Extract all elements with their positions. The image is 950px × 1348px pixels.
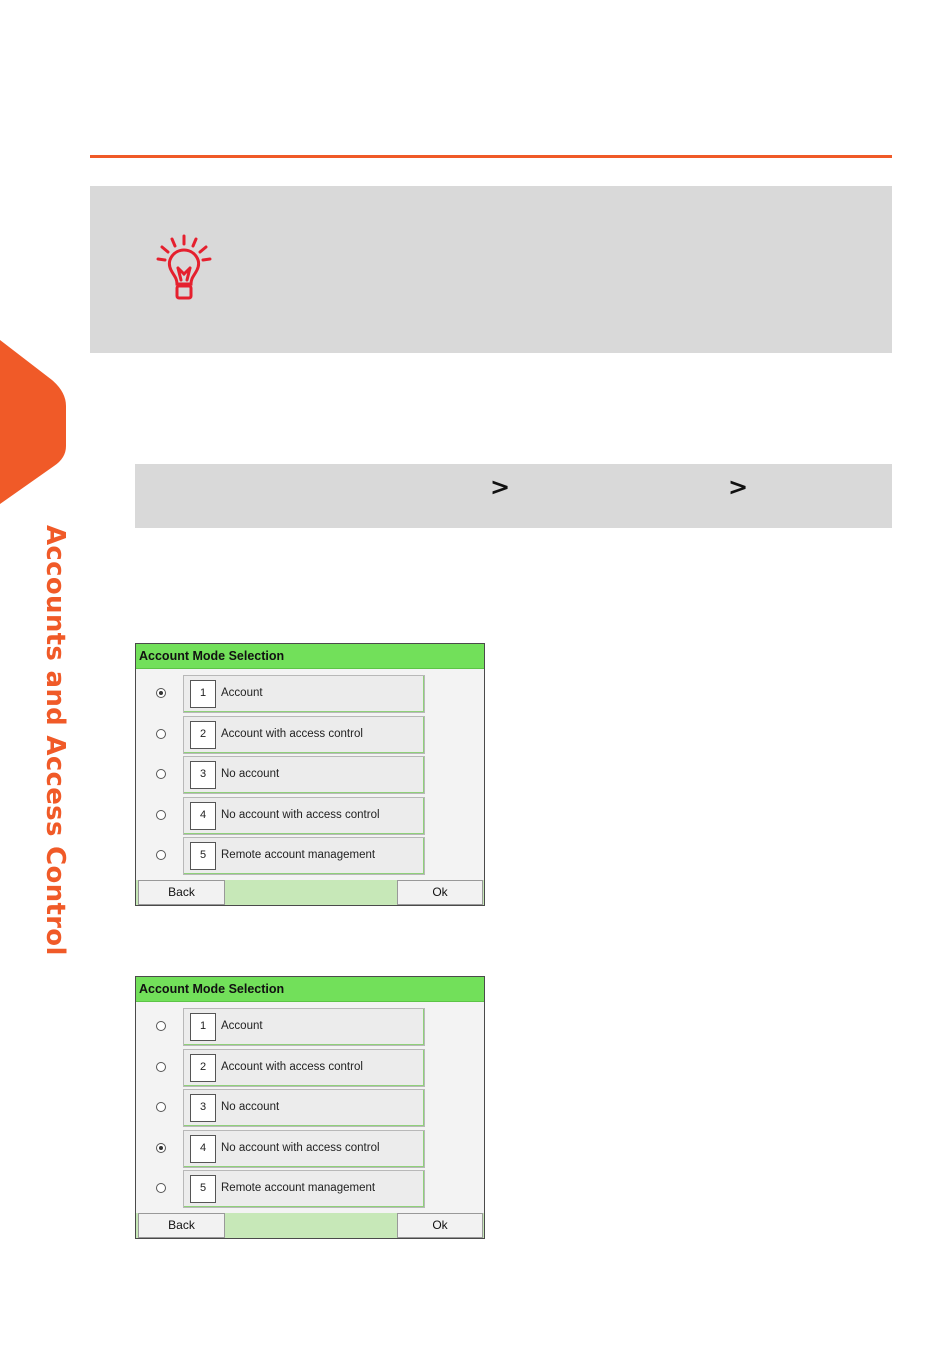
path-separator: > xyxy=(490,473,511,501)
option-button[interactable] xyxy=(183,756,425,794)
option-number: 4 xyxy=(190,1135,216,1163)
option-button[interactable] xyxy=(183,1089,425,1127)
option-number: 1 xyxy=(190,680,216,708)
section-title: Accounts and Access Control xyxy=(40,525,70,956)
screen-title: Account Mode Selection xyxy=(136,977,484,1002)
option-row[interactable] xyxy=(136,1049,484,1087)
option-label: No account xyxy=(221,1101,280,1113)
option-button[interactable] xyxy=(183,1130,425,1168)
option-label: Account with access control xyxy=(221,1060,363,1073)
back-button[interactable]: Back xyxy=(138,1213,225,1238)
option-number: 5 xyxy=(190,1175,216,1203)
option-label: No account with access control xyxy=(221,1141,380,1154)
option-number: 3 xyxy=(190,1094,216,1122)
option-button[interactable] xyxy=(183,1170,425,1208)
option-row[interactable] xyxy=(136,797,484,835)
menu-path-bar xyxy=(135,464,892,528)
lightbulb-icon xyxy=(150,232,218,304)
option-button[interactable] xyxy=(183,837,425,875)
option-label: No account xyxy=(221,768,280,780)
option-row[interactable] xyxy=(136,1089,484,1127)
option-button[interactable] xyxy=(183,797,425,835)
option-row[interactable] xyxy=(136,716,484,754)
option-label: Remote account management xyxy=(221,1182,376,1194)
screen-footer xyxy=(136,1213,484,1238)
option-label: Remote account management xyxy=(221,849,376,861)
account-mode-screen xyxy=(135,643,485,906)
option-number: 2 xyxy=(190,721,216,749)
header-rule xyxy=(90,155,892,158)
option-row[interactable] xyxy=(136,837,484,875)
option-label: No account with access control xyxy=(221,808,380,821)
radio-button[interactable] xyxy=(156,1143,166,1153)
option-number: 3 xyxy=(190,761,216,789)
radio-button[interactable] xyxy=(156,1021,166,1031)
radio-button[interactable] xyxy=(156,769,166,779)
radio-button[interactable] xyxy=(156,1183,166,1193)
option-label: Account with access control xyxy=(221,727,363,740)
option-number: 2 xyxy=(190,1054,216,1082)
radio-button[interactable] xyxy=(156,1102,166,1112)
account-mode-screen xyxy=(135,976,485,1239)
option-number: 1 xyxy=(190,1013,216,1041)
option-number: 4 xyxy=(190,802,216,830)
option-row[interactable] xyxy=(136,675,484,713)
chapter-tab xyxy=(0,340,66,504)
option-label: Account xyxy=(221,687,263,699)
radio-button[interactable] xyxy=(156,688,166,698)
ok-button[interactable]: Ok xyxy=(397,1213,483,1238)
option-row[interactable] xyxy=(136,1170,484,1208)
option-row[interactable] xyxy=(136,756,484,794)
path-separator: > xyxy=(728,473,749,501)
option-number: 5 xyxy=(190,842,216,870)
option-button[interactable] xyxy=(183,675,425,713)
back-button[interactable]: Back xyxy=(138,880,225,905)
option-button[interactable] xyxy=(183,716,425,754)
radio-button[interactable] xyxy=(156,729,166,739)
radio-button[interactable] xyxy=(156,1062,166,1072)
option-label: Account xyxy=(221,1020,263,1032)
option-row[interactable] xyxy=(136,1130,484,1168)
option-button[interactable] xyxy=(183,1049,425,1087)
radio-button[interactable] xyxy=(156,850,166,860)
screen-title: Account Mode Selection xyxy=(136,644,484,669)
radio-button[interactable] xyxy=(156,810,166,820)
option-button[interactable] xyxy=(183,1008,425,1046)
tip-box xyxy=(90,186,892,353)
option-row[interactable] xyxy=(136,1008,484,1046)
ok-button[interactable]: Ok xyxy=(397,880,483,905)
screen-footer xyxy=(136,880,484,905)
